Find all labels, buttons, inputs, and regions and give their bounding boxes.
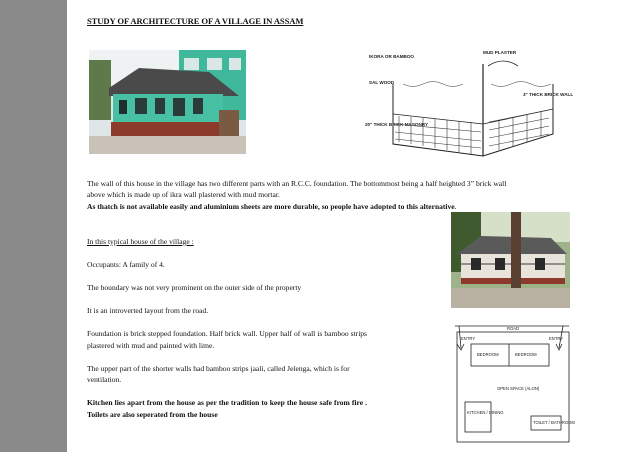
brick-wall-label: 3" THICK BRICK WALL — [523, 92, 574, 97]
house-boundary: The boundary was not very prominent on the outer side of the property — [87, 282, 302, 292]
plan-road-label: ROAD — [507, 326, 520, 331]
plan-open-space-label: OPEN SPACE (ALON) — [497, 386, 540, 391]
plan-bedroom-1-label: BEDROOM — [477, 352, 499, 357]
house-heading: In this typical house of the village : — [87, 237, 194, 246]
ikra-label: IKORA OR BAMBOO — [369, 54, 414, 59]
house-foundation: Foundation is brick stepped foundation. Half brick wall. Upper half of wall is bamboo strips plastered with mud and painted with lime. — [87, 328, 367, 350]
plan-kitchen-label: KITCHEN / DINING — [467, 410, 504, 415]
house-occupants: Occupants: A family of 4. — [87, 259, 165, 269]
page-title: STUDY OF ARCHITECTURE OF A VILLAGE IN ASSAM — [87, 16, 304, 26]
wall-description-line1: The wall of this house in the village has two different parts with an R.C.C. foundation. The bottommost being a half heighted 3” brick wall — [87, 179, 507, 188]
village-house-photo — [89, 50, 246, 154]
wall-description — [87, 178, 635, 212]
wall-description-bold: As thatch is not available easily and aluminium sheets are more durable, so people have adopted to this alternative — [87, 201, 455, 211]
site-plan-sketch — [451, 318, 574, 446]
house-upper-walls: The upper part of the shorter walls had bamboo strips jaali, called Jelenga, which is for ventilation. — [87, 363, 350, 385]
village-house-photo-2 — [451, 212, 570, 308]
sal-wood-label: SAL WOOD — [369, 80, 395, 85]
plan-toilet-label: TOILET / BATHROOM — [533, 420, 575, 425]
wall-description-period: . — [454, 201, 457, 211]
wall-section-sketch — [363, 44, 574, 162]
brick-masonry-label: 20" THICK BRICK MASONRY — [365, 122, 429, 127]
plan-entry-right-label: ENTRY — [549, 336, 564, 341]
mud-plaster-label: MUD PLASTER — [483, 50, 517, 55]
house-layout: It is an introverted layout from the road. — [87, 305, 209, 315]
plan-bedroom-2-label: BEDROOM — [515, 352, 537, 357]
house-details — [87, 236, 367, 432]
document-page — [67, 0, 638, 452]
house-kitchen: Kitchen lies apart from the house as per the tradition to keep the house safe from fire . Toilets are also seperated from the house — [87, 398, 367, 419]
plan-entry-left-label: ENTRY — [461, 336, 476, 341]
left-side-bar — [0, 0, 67, 452]
wall-description-line3 — [87, 201, 635, 212]
wall-description-line2: above which is made up of ikra wall plastered with mud mortar. — [87, 190, 280, 200]
